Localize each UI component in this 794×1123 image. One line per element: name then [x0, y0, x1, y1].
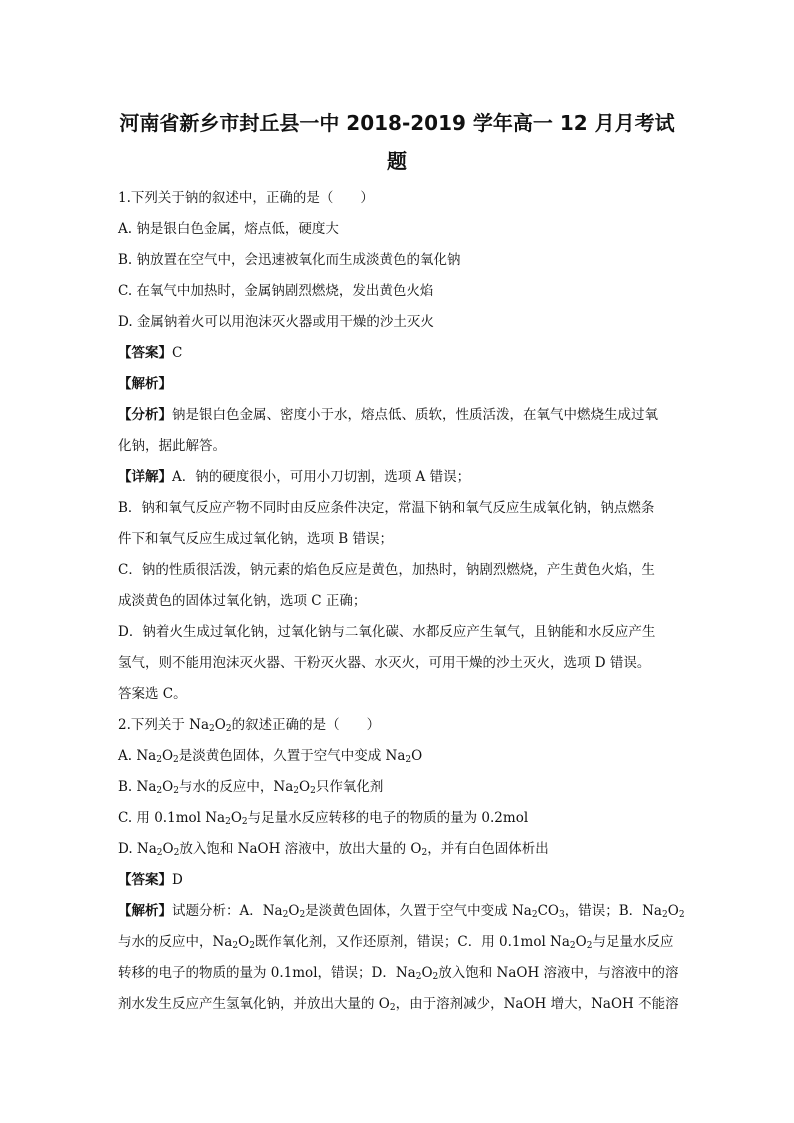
q2-stem-post: 的叙述正确的是（ ）: [231, 717, 381, 733]
q2-option-b: B. $Na_2O_2$与水的反应中，$Na_2O_2$只作氧化剂: [118, 779, 384, 796]
q1-detail-line: 成淡黄色的固体过氧化钠，选项 C 正确；: [118, 593, 367, 609]
q1-xiangjie-text-1: A．钠的硬度很小，可用小刀切割，选项 A 错误；: [172, 469, 471, 485]
q2-stem-mid: O: [214, 717, 226, 733]
q2-stem-sub1: 2: [209, 724, 215, 734]
q1-xiangjie-line-1: [118, 462, 678, 493]
q1-analysis-label: 【解析】: [118, 376, 172, 392]
q1-detail-line: C．钠的性质很活泼，钠元素的焰色反应是黄色，加热时，钠剧烈燃烧，产生黄色火焰，生: [118, 562, 655, 578]
q2-stem-pre: 2.下列关于 Na: [118, 717, 210, 733]
q1-fenxi-line-1: [118, 400, 678, 431]
q1-fenxi-text-1: 钠是银白色金属、密度小于水，熔点低、质软，性质活泼，在氧气中燃烧生成过氧: [172, 407, 658, 423]
q1-detail-line: B．钠和氧气反应产物不同时由反应条件决定，常温下钠和氧气反应生成氧化钠，钠点燃条: [118, 500, 655, 516]
q2-option-d: D. $Na_2O_2$放入饱和 NaOH 溶液中，放出大量的 $O_2$，并有白色固体析出: [118, 841, 549, 858]
q2-analysis-text-1: 试题分析：A．$Na_2O_2$是淡黄色固体，久置于空气中变成 $Na_2CO_3$，错误；B．$Na_2O_2$: [172, 903, 685, 920]
q2-answer: [118, 865, 678, 896]
q2-answer-label: 【答案】: [118, 872, 172, 888]
document-title: [110, 104, 684, 180]
q1-stem: 1.下列关于钠的叙述中，正确的是（ ）: [118, 190, 374, 206]
q1-option-b: B. 钠放置在空气中，会迅速被氧化而生成淡黄色的氧化钠: [118, 252, 461, 268]
q1-xiangjie-label: 【详解】: [118, 469, 172, 485]
q1-answer-value: C: [172, 345, 183, 361]
q2-analysis-line-1: [118, 896, 685, 927]
q1-detail-line: 件下和氧气反应生成过氧化钠，选项 B 错误；: [118, 531, 394, 547]
document-body: [118, 183, 685, 1020]
q1-option-a: A. 钠是银白色金属，熔点低，硬度大: [118, 221, 339, 237]
q1-option-d: D. 金属钠着火可以用泡沫灭火器或用干燥的沙土灭火: [118, 314, 434, 330]
q2-option-c: C. 用 0.1mol $Na_2O_2$与足量水反应转移的电子的物质的量为 0.2mol: [118, 810, 529, 827]
q2-option-a: A. $Na_2O_2$是淡黄色固体，久置于空气中变成 $Na_2O$: [118, 748, 423, 765]
q2-analysis-line-4: 剂水发生反应产生氢氧化钠，并放出大量的 $O_2$，由于溶剂减少，NaOH 增大，NaOH 不能溶: [118, 996, 679, 1013]
q1-final-answer: 答案选 C。: [118, 686, 187, 702]
title-line-2: 题: [387, 149, 407, 173]
q1-fenxi-line-2: 化钠，据此解答。: [118, 438, 226, 454]
q1-detail-line: 氢气，则不能用泡沫灭火器、干粉灭火器、水灭火，可用干燥的沙土灭火，选项 D 错误。: [118, 655, 651, 671]
q2-analysis-line-2: 与水的反应中，$Na_2O_2$既作氧化剂，又作还原剂，错误；C．用 0.1mol $Na_2O_2$与足量水反应: [118, 934, 674, 951]
q2-analysis-line-3: 转移的电子的物质的量为 0.1mol，错误；D．$Na_2O_2$放入饱和 NaOH 溶液中，与溶液中的溶: [118, 965, 679, 982]
q1-option-c: C. 在氧气中加热时，金属钠剧烈燃烧，发出黄色火焰: [118, 283, 434, 299]
q1-answer-label: 【答案】: [118, 345, 172, 361]
title-line-1: 河南省新乡市封丘县一中 2018-2019 学年高一 12 月月考试: [119, 111, 675, 135]
q2-stem: [118, 710, 678, 741]
q2-analysis-label: 【解析】: [118, 903, 172, 919]
q2-stem-sub2: 2: [225, 724, 232, 734]
q1-detail-line: D．钠着火生成过氧化钠，过氧化钠与二氧化碳、水都反应产生氧气，且钠能和水反应产生: [118, 624, 656, 640]
q1-fenxi-label: 【分析】: [118, 407, 172, 423]
q1-answer: [118, 338, 678, 369]
q2-answer-value: D: [172, 872, 183, 888]
